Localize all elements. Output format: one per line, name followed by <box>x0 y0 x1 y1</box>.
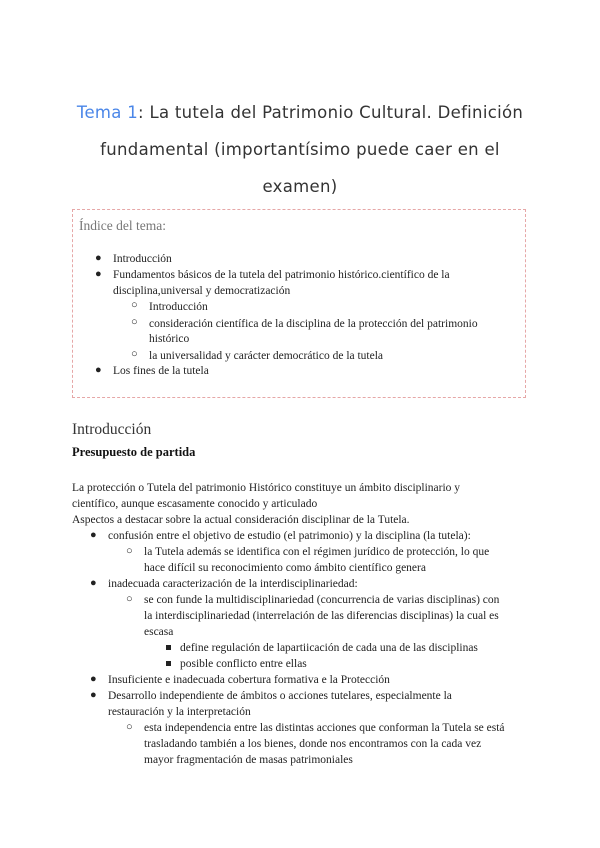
toc-item: Introducción <box>113 253 172 265</box>
title-line-2: fundamental (importantísimo puede caer en el examen) <box>100 140 500 196</box>
list-item: Desarrollo independiente de ámbitos o acciones tutelares, especialmente la <box>108 690 452 702</box>
toc-item: Fundamentos básicos de la tutela del patrimonio histórico.científico de la <box>113 269 450 281</box>
paragraph-line: Aspectos a destacar sobre la actual consideración disciplinar de la Tutela. <box>72 514 410 526</box>
bullet-icon: ● <box>95 268 102 280</box>
paragraph-line: científico, aunque escasamente conocido y articulado <box>72 498 318 510</box>
toc-subitem: la universalidad y carácter democrático de la tutela <box>149 350 384 362</box>
list-item: confusión entre el objetivo de estudio (el patrimonio) y la disciplina (la tutela): <box>108 530 471 542</box>
list-subitem-continued: escasa <box>144 626 174 638</box>
circle-bullet-icon: ○ <box>131 299 138 311</box>
title-tema: Tema 1 <box>76 103 139 122</box>
bullet-icon: ● <box>95 364 102 376</box>
toc-item-continued: disciplina,universal y democratización <box>113 285 291 297</box>
section-heading: Introducción <box>72 421 152 438</box>
circle-bullet-icon: ○ <box>131 316 138 328</box>
bullet-icon: ● <box>90 577 97 589</box>
table-of-contents <box>72 209 526 398</box>
list-subitem-continued: la interdisciplinariedad (interrelación de las diferencias disciplinas) la cual es <box>144 610 499 622</box>
list-subsubitem: posible conflicto entre ellas <box>180 658 307 670</box>
list-subsubitem: define regulación de lapartiicación de cada una de las disciplinas <box>180 642 478 654</box>
page-title <box>60 94 540 205</box>
toc-subitem: Introducción <box>149 301 208 313</box>
circle-bullet-icon: ○ <box>126 593 133 605</box>
list-subitem: se con funde la multidisciplinariedad (concurrencia de varias disciplinas) con <box>144 594 500 606</box>
list-item: Insuficiente e inadecuada cobertura formativa e la Protección <box>108 674 390 686</box>
circle-bullet-icon: ○ <box>131 348 138 360</box>
square-bullet-icon <box>166 661 171 666</box>
circle-bullet-icon: ○ <box>126 545 133 557</box>
circle-bullet-icon: ○ <box>126 721 133 733</box>
title-rest: : La tutela del Patrimonio Cultural. Definición <box>138 103 524 122</box>
list-subitem-continued: trasladando también a los bienes, donde nos encontramos con la cada vez <box>144 738 482 750</box>
toc-subitem-continued: histórico <box>149 333 190 345</box>
list-subitem: esta independencia entre las distintas acciones que conforman la Tutela se está <box>144 722 505 734</box>
bullet-icon: ● <box>90 673 97 685</box>
paragraph-line: La protección o Tutela del patrimonio Histórico constituye un ámbito disciplinario y <box>72 482 461 494</box>
list-subitem-continued: mayor fragmentación de masas patrimoniales <box>144 754 353 766</box>
bullet-icon: ● <box>95 252 102 264</box>
toc-item: Los fines de la tutela <box>113 365 209 377</box>
square-bullet-icon <box>166 645 171 650</box>
title-line-1 <box>60 94 540 131</box>
toc-subitem: consideración científica de la disciplina de la protección del patrimonio <box>149 318 478 330</box>
list-item: inadecuada caracterización de la interdisciplinariedad: <box>108 578 358 590</box>
list-subitem: la Tutela además se identifica con el régimen jurídico de protección, lo que <box>144 546 490 558</box>
bullet-icon: ● <box>90 689 97 701</box>
section-subheading: Presupuesto de partida <box>72 445 196 459</box>
bullet-icon: ● <box>90 529 97 541</box>
list-item-continued: restauración y la interpretación <box>108 706 251 718</box>
toc-heading: Índice del tema: <box>79 218 166 233</box>
list-subitem-continued: hace difícil su reconocimiento como ámbito científico genera <box>144 562 426 574</box>
